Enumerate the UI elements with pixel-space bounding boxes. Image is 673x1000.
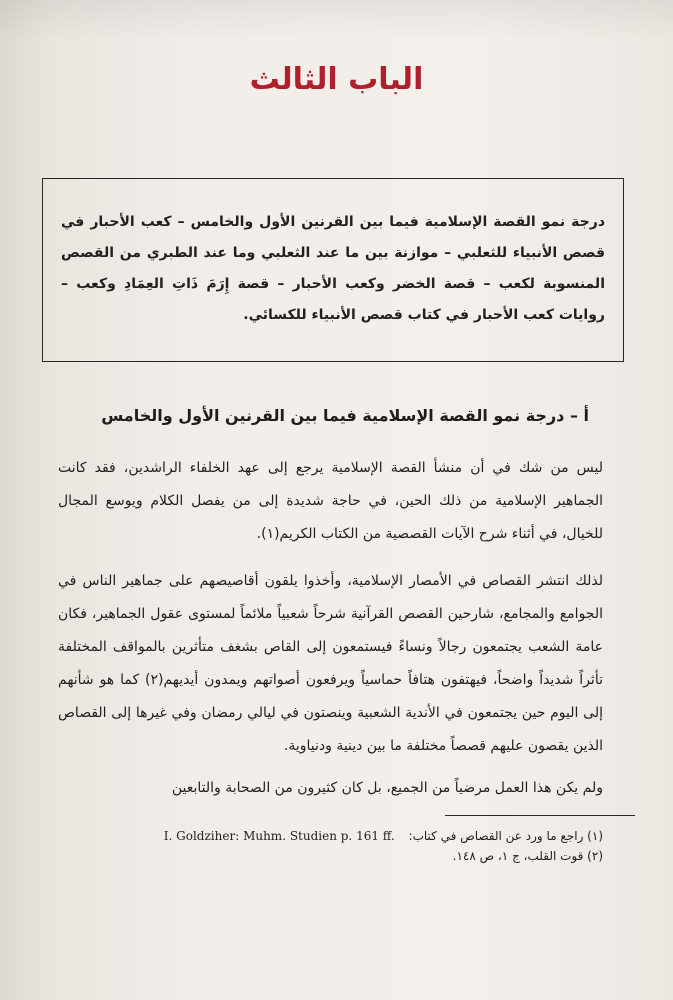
paragraph-3: ولم يكن هذا العمل مرضياً من الجميع، بل كان كثيرون من الصحابة والتابعين (171, 780, 603, 796)
paragraph-1: ليس من شك في أن منشأ القصة الإسلامية يرجع إلى عهد الخلفاء الراشدين، فقد كانت الجماهير الإسلامية من ذلك الحين، في حاجة شديدة إلى من يفصل الكلام ويوسع المجال للخيال، في أثناء شرح الآيات القصصية من الكتاب الكريم(١). (58, 460, 603, 542)
section-heading: أ – درجة نمو القصة الإسلامية فيما بين القرنين الأول والخامس (101, 406, 589, 425)
paragraph-2: لذلك انتشر القصاص في الأمصار الإسلامية، وأخذوا يلقون أقاصيصهم على جماهير الناس في الجوامع والمجامع، شارحين القصص القرآنية شرحاً شعبياً ملائماً لمستوى عقول الجماهير، فكان عامة الشعب يجتمعون رجالاً ونساءً فيستمعون إلى القاص بشغف متأثرين بالمواقف المختلفة تأثراً شديداً واضحاً، فيهتفون هتافاً حماسياً ويرفعون أصواتهم ويمدون أيديهم(٢) كما هو شأنهم إلى اليوم حين يجتمعون في الأندية الشعبية وينصتون في ليالي رمضان وفي غيرها إلى القصاص الذين يقصون عليهم قصصاً مختلفة ما بين دينية ودنياوية. (58, 573, 603, 754)
footnote-2-text: (٢) قوت القلب، ج ١، ص ١٤٨. (452, 849, 603, 863)
chapter-title: الباب الثالث (249, 62, 424, 97)
footnote-2 (70, 846, 603, 866)
chapter-summary-box (42, 178, 624, 362)
footnote-divider (445, 815, 635, 816)
footnote-1 (70, 826, 603, 846)
chapter-summary-text: درجة نمو القصة الإسلامية فيما بين القرنين الأول والخامس – كعب الأحبار في قصص الأنبياء للثعلبي – موازنة بين ما عند الثعلبي وما عند الطبري من القصص المنسوبة لكعب – قصة الخضر وكعب الأحبار – قصة إِرَمَ ذَاتِ العِمَادِ وكعب – روايات كعب الأحبار في كتاب قصص الأنبياء للكسائي. (61, 214, 605, 323)
page-shadow (0, 0, 673, 40)
footnotes (70, 826, 603, 866)
footnote-1-text: (١) راجع ما ورد عن القصاص في كتاب: (408, 829, 603, 843)
footnote-1-reference: I. Goldziher: Muhm. Studien p. 161 ff. (163, 829, 395, 843)
